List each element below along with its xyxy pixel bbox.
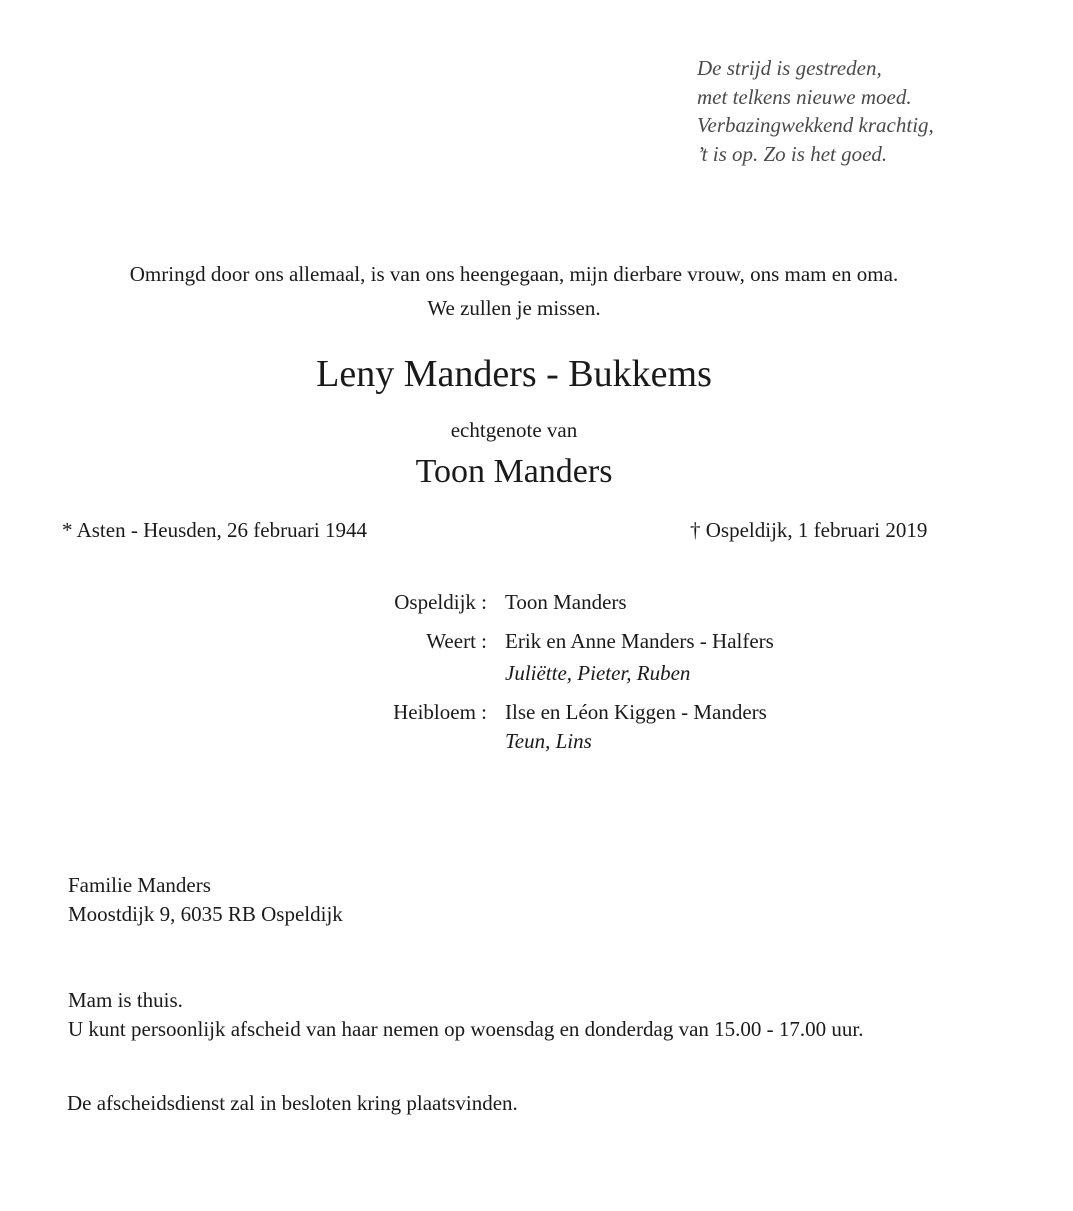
family-children	[0, 659, 1073, 687]
spouse-name: Toon Manders	[415, 453, 613, 490]
family-names: Ilse en Léon Kiggen - Manders	[505, 700, 767, 724]
poem-line: Verbazingwekkend krachtig,	[697, 113, 934, 138]
family-entry	[0, 698, 1073, 726]
family-names: Erik en Anne Manders - Halfers	[505, 629, 774, 653]
family-place: Weert :	[426, 629, 487, 653]
poem-line: met telkens nieuwe moed.	[697, 84, 912, 109]
family-children-names: Juliëtte, Pieter, Ruben	[505, 661, 691, 685]
address-block	[68, 871, 343, 929]
poem	[697, 54, 934, 169]
visit-line: U kunt persoonlijk afscheid van haar nemen op woensdag en donderdag van 15.00 - 17.00 uur.	[68, 1017, 864, 1041]
family-children	[0, 727, 1073, 755]
closing-text: De afscheidsdienst zal in besloten kring plaatsvinden.	[67, 1091, 518, 1115]
poem-line: De strijd is gestreden,	[697, 56, 882, 80]
family-names: Toon Manders	[505, 590, 627, 614]
intro-line: Omringd door ons allemaal, is van ons heengegaan, mijn dierbare vrouw, ons mam en oma.	[129, 262, 899, 286]
death-date: † Ospeldijk, 1 februari 2019	[690, 518, 928, 542]
family-entry	[0, 627, 1073, 655]
family-place: Heibloem :	[393, 700, 487, 724]
family-place: Ospeldijk :	[394, 590, 487, 614]
address-line: Familie Manders	[68, 873, 211, 897]
address-line: Moostdijk 9, 6035 RB Ospeldijk	[68, 902, 343, 926]
intro-line: We zullen je missen.	[427, 296, 601, 320]
deceased-name: Leny Manders - Bukkems	[316, 353, 712, 395]
intro-text	[0, 257, 1028, 325]
visit-line: Mam is thuis.	[68, 988, 183, 1012]
spouse-label: echtgenote van	[450, 418, 578, 442]
family-children-names: Teun, Lins	[505, 729, 592, 753]
poem-line: ’t is op. Zo is het goed.	[697, 142, 888, 167]
birth-date: * Asten - Heusden, 26 februari 1944	[62, 518, 368, 542]
visit-block	[68, 986, 863, 1044]
